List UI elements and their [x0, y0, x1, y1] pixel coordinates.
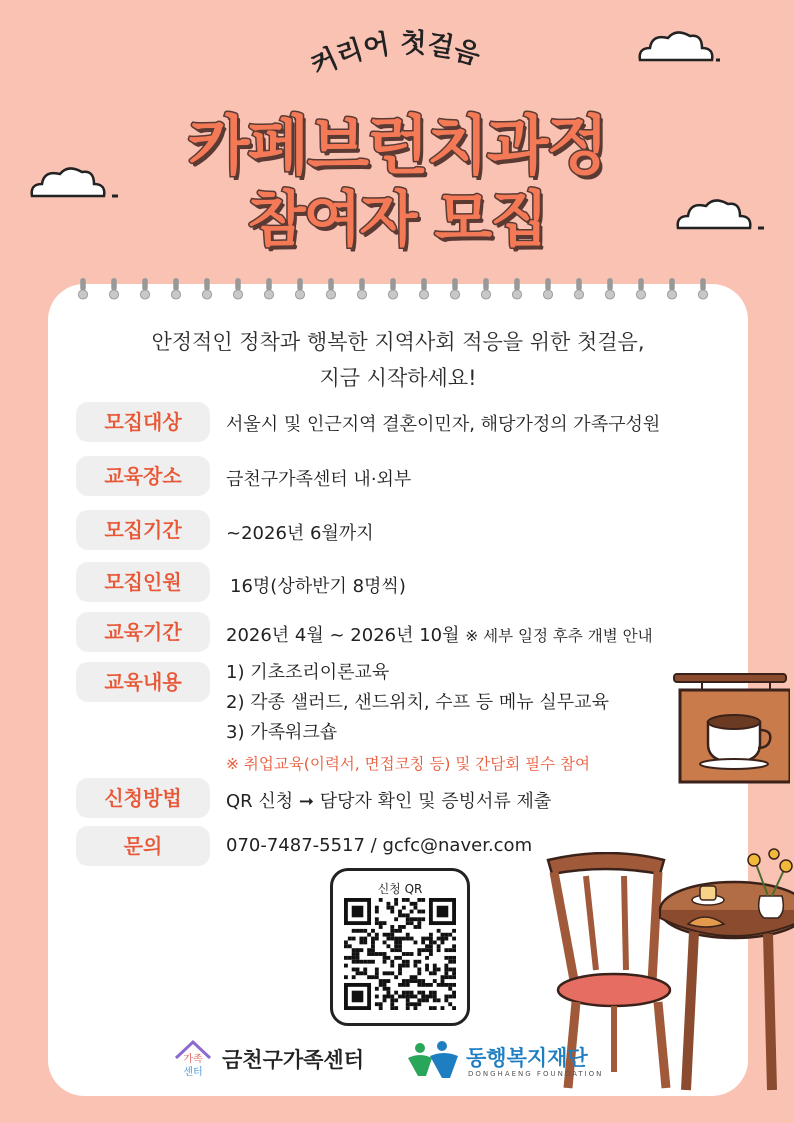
binder-ring: [293, 278, 307, 300]
subtitle-text: 커리어 첫걸음: [306, 27, 485, 82]
label-duration: 교육기간: [76, 612, 210, 652]
binder-ring: [107, 278, 121, 300]
binder-ring: [200, 278, 214, 300]
family-center-logo: [172, 1038, 214, 1080]
page-title: 카페브런치과정: [187, 110, 607, 184]
family-center-name: 금천구가족센터: [222, 1048, 365, 1072]
duration-note: ※ 세부 일정 후추 개별 안내: [465, 627, 653, 645]
content-warning: ※ 취업교육(이력서, 면접코칭 등) 및 간담회 필수 참여: [226, 755, 590, 773]
svg-text:커리어 첫걸음: [306, 27, 484, 82]
label-location: 교육장소: [76, 456, 210, 496]
qr-label: 신청 QR: [377, 882, 423, 896]
value-capacity: 16명(상하반기 8명씩): [230, 576, 406, 597]
value-apply: QR 신청 ➞ 담당자 확인 및 증빙서류 제출: [226, 791, 552, 812]
binder-ring: [479, 278, 493, 300]
donghaeng-logo: [406, 1040, 462, 1080]
label-content: 교육내용: [76, 662, 210, 702]
cafe-table-icon: [656, 842, 794, 1092]
value-period: ~2026년 6월까지: [226, 523, 374, 544]
cafe-sign-icon: [672, 664, 790, 784]
content-item-2: 2) 각종 샐러드, 샌드위치, 수프 등 메뉴 실무교육: [226, 692, 609, 713]
value-contact[interactable]: 070-7487-5517 / gcfc@naver.com: [226, 835, 533, 856]
value-target: 서울시 및 인근지역 결혼이민자, 해당가정의 가족구성원: [226, 414, 661, 435]
label-contact: 문의: [76, 826, 210, 866]
intro-line-1: 안정적인 정착과 행복한 지역사회 적응을 위한 첫걸음,: [151, 330, 645, 354]
logo-mark-text-1: 가족: [183, 1054, 203, 1065]
label-period: 모집기간: [76, 510, 210, 550]
content-item-3: 3) 가족워크숍: [226, 722, 338, 743]
page-title-second: 참여자 모집: [247, 185, 547, 255]
label-apply: 신청방법: [76, 778, 210, 818]
binder-ring: [665, 278, 679, 300]
binder-ring: [417, 278, 431, 300]
binder-ring: [510, 278, 524, 300]
label-target: 모집대상: [76, 402, 210, 442]
binder-ring: [634, 278, 648, 300]
binder-ring: [448, 278, 462, 300]
qr-code[interactable]: [344, 898, 456, 1010]
intro-line-2: 지금 시작하세요!: [319, 366, 477, 390]
content-item-1: 1) 기초조리이론교육: [226, 662, 390, 683]
value-duration: 2026년 4월 ~ 2026년 10월: [226, 625, 460, 646]
binder-ring: [138, 278, 152, 300]
value-location: 금천구가족센터 내·외부: [226, 469, 412, 490]
binder-ring: [355, 278, 369, 300]
subtitle-arc: [0, 0, 794, 110]
binder-ring: [603, 278, 617, 300]
binder-ring: [541, 278, 555, 300]
binder-ring: [696, 278, 710, 300]
binder-ring: [324, 278, 338, 300]
donghaeng-sub: DONGHAENG FOUNDATION: [468, 1070, 604, 1078]
binder-ring: [169, 278, 183, 300]
binder-ring: [231, 278, 245, 300]
label-capacity: 모집인원: [76, 562, 210, 602]
logo-mark-text-2: 센터: [183, 1067, 203, 1078]
binder-ring: [572, 278, 586, 300]
value-duration-line: [226, 621, 653, 647]
binder-ring: [262, 278, 276, 300]
binder-ring: [76, 278, 90, 300]
donghaeng-name: 동행복지재단: [466, 1046, 588, 1070]
binder-ring: [386, 278, 400, 300]
